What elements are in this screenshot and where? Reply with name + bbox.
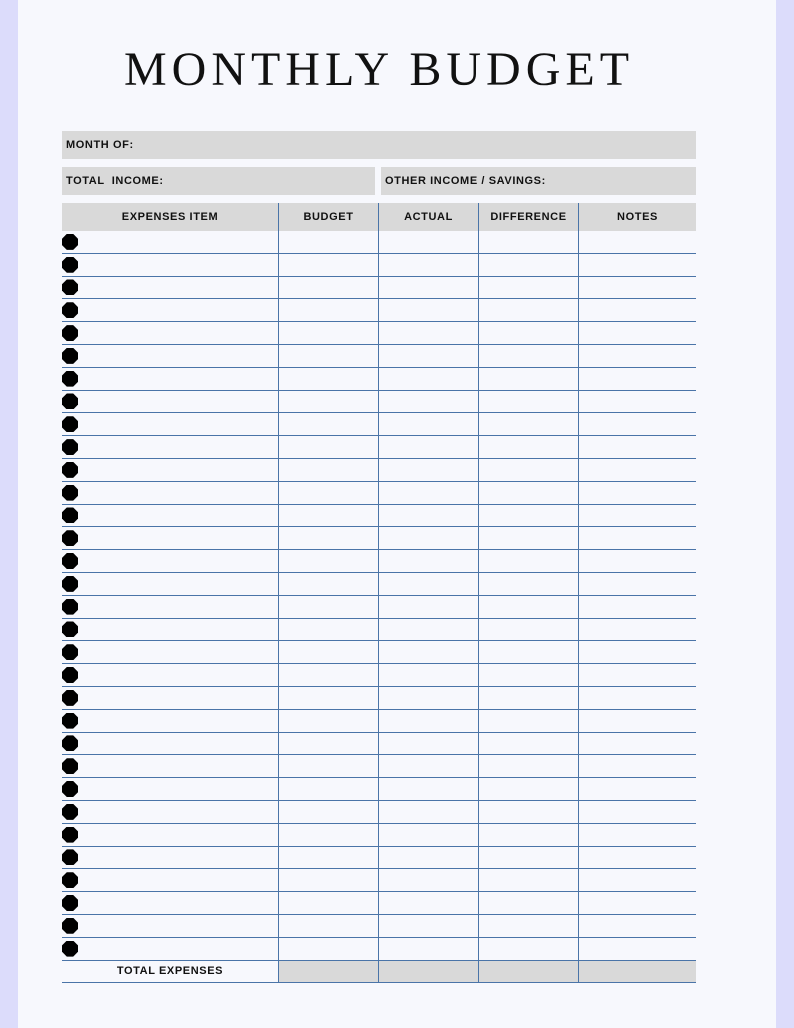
expense-item-cell[interactable] bbox=[62, 847, 278, 869]
actual-cell[interactable] bbox=[378, 573, 478, 595]
difference-cell[interactable] bbox=[478, 345, 578, 367]
table-row bbox=[62, 505, 696, 528]
budget-cell[interactable] bbox=[278, 413, 378, 435]
notes-cell[interactable] bbox=[578, 413, 696, 435]
notes-cell[interactable] bbox=[578, 322, 696, 344]
actual-cell[interactable] bbox=[378, 322, 478, 344]
budget-cell[interactable] bbox=[278, 277, 378, 299]
bullet-icon bbox=[62, 439, 78, 455]
table-row bbox=[62, 641, 696, 664]
difference-cell[interactable] bbox=[478, 824, 578, 846]
bullet-icon bbox=[62, 576, 78, 592]
budget-cell[interactable] bbox=[278, 664, 378, 686]
notes-cell[interactable] bbox=[578, 619, 696, 641]
budget-cell[interactable] bbox=[278, 847, 378, 869]
bullet-icon bbox=[62, 325, 78, 341]
expense-item-cell[interactable] bbox=[62, 892, 278, 914]
notes-cell[interactable] bbox=[578, 527, 696, 549]
table-row bbox=[62, 573, 696, 596]
bullet-icon bbox=[62, 621, 78, 637]
budget-cell[interactable] bbox=[278, 550, 378, 572]
notes-cell[interactable] bbox=[578, 915, 696, 937]
budget-cell[interactable] bbox=[278, 915, 378, 937]
budget-cell[interactable] bbox=[278, 345, 378, 367]
difference-cell[interactable] bbox=[478, 733, 578, 755]
budget-cell[interactable] bbox=[278, 573, 378, 595]
notes-cell[interactable] bbox=[578, 755, 696, 777]
budget-cell[interactable] bbox=[278, 801, 378, 823]
budget-cell[interactable] bbox=[278, 824, 378, 846]
difference-cell[interactable] bbox=[478, 550, 578, 572]
difference-cell[interactable] bbox=[478, 869, 578, 891]
notes-cell[interactable] bbox=[578, 801, 696, 823]
table-row bbox=[62, 277, 696, 300]
table-row bbox=[62, 915, 696, 938]
actual-cell[interactable] bbox=[378, 619, 478, 641]
expense-item-cell[interactable] bbox=[62, 231, 278, 253]
expenses-table bbox=[62, 203, 696, 983]
bullet-icon bbox=[62, 895, 78, 911]
bullet-icon bbox=[62, 758, 78, 774]
bullet-icon bbox=[62, 371, 78, 387]
expense-item-cell[interactable] bbox=[62, 596, 278, 618]
table-row bbox=[62, 801, 696, 824]
expense-item-cell[interactable] bbox=[62, 869, 278, 891]
expense-item-cell[interactable] bbox=[62, 505, 278, 527]
budget-cell[interactable] bbox=[278, 892, 378, 914]
other-income-label: OTHER INCOME / SAVINGS: bbox=[385, 175, 546, 187]
budget-cell[interactable] bbox=[278, 710, 378, 732]
table-row bbox=[62, 938, 696, 961]
difference-cell[interactable] bbox=[478, 664, 578, 686]
bullet-icon bbox=[62, 507, 78, 523]
expense-item-cell[interactable] bbox=[62, 801, 278, 823]
table-row bbox=[62, 755, 696, 778]
notes-cell[interactable] bbox=[578, 277, 696, 299]
notes-cell[interactable] bbox=[578, 687, 696, 709]
actual-cell[interactable] bbox=[378, 938, 478, 960]
actual-cell[interactable] bbox=[378, 391, 478, 413]
budget-cell[interactable] bbox=[278, 254, 378, 276]
total-income-label: TOTAL INCOME: bbox=[66, 175, 164, 187]
table-row bbox=[62, 436, 696, 459]
expense-item-cell[interactable] bbox=[62, 687, 278, 709]
notes-cell[interactable] bbox=[578, 938, 696, 960]
expense-item-cell[interactable] bbox=[62, 778, 278, 800]
difference-cell[interactable] bbox=[478, 482, 578, 504]
bullet-icon bbox=[62, 713, 78, 729]
actual-cell[interactable] bbox=[378, 345, 478, 367]
budget-cell[interactable] bbox=[278, 641, 378, 663]
expense-item-cell[interactable] bbox=[62, 938, 278, 960]
notes-cell[interactable] bbox=[578, 231, 696, 253]
difference-cell[interactable] bbox=[478, 277, 578, 299]
budget-cell[interactable] bbox=[278, 527, 378, 549]
table-row bbox=[62, 733, 696, 756]
notes-cell[interactable] bbox=[578, 254, 696, 276]
expense-item-cell[interactable] bbox=[62, 368, 278, 390]
budget-cell[interactable] bbox=[278, 505, 378, 527]
notes-cell[interactable] bbox=[578, 368, 696, 390]
table-body bbox=[62, 231, 696, 961]
budget-cell[interactable] bbox=[278, 778, 378, 800]
table-row bbox=[62, 459, 696, 482]
actual-cell[interactable] bbox=[378, 847, 478, 869]
budget-cell[interactable] bbox=[278, 391, 378, 413]
expense-item-cell[interactable] bbox=[62, 459, 278, 481]
bullet-icon bbox=[62, 735, 78, 751]
difference-cell[interactable] bbox=[478, 619, 578, 641]
actual-cell[interactable] bbox=[378, 915, 478, 937]
total-notes-cell[interactable] bbox=[578, 961, 696, 983]
expense-item-cell[interactable] bbox=[62, 527, 278, 549]
difference-cell[interactable] bbox=[478, 436, 578, 458]
table-row bbox=[62, 596, 696, 619]
difference-cell[interactable] bbox=[478, 710, 578, 732]
table-row bbox=[62, 527, 696, 550]
difference-cell[interactable] bbox=[478, 641, 578, 663]
actual-cell[interactable] bbox=[378, 231, 478, 253]
bullet-icon bbox=[62, 302, 78, 318]
actual-cell[interactable] bbox=[378, 664, 478, 686]
budget-cell[interactable] bbox=[278, 482, 378, 504]
notes-cell[interactable] bbox=[578, 505, 696, 527]
header-actual: ACTUAL bbox=[378, 203, 478, 231]
budget-cell[interactable] bbox=[278, 436, 378, 458]
notes-cell[interactable] bbox=[578, 436, 696, 458]
header-expenses-item: EXPENSES ITEM bbox=[121, 211, 219, 223]
notes-cell[interactable] bbox=[578, 573, 696, 595]
actual-cell[interactable] bbox=[378, 710, 478, 732]
table-row bbox=[62, 299, 696, 322]
budget-cell[interactable] bbox=[278, 368, 378, 390]
table-header bbox=[62, 203, 696, 231]
difference-cell[interactable] bbox=[478, 527, 578, 549]
difference-cell[interactable] bbox=[478, 938, 578, 960]
table-row bbox=[62, 664, 696, 687]
budget-cell[interactable] bbox=[278, 869, 378, 891]
actual-cell[interactable] bbox=[378, 413, 478, 435]
header-budget: BUDGET bbox=[278, 203, 378, 231]
other-income-field[interactable] bbox=[381, 167, 696, 195]
budget-cell[interactable] bbox=[278, 687, 378, 709]
difference-cell[interactable] bbox=[478, 801, 578, 823]
bullet-icon bbox=[62, 279, 78, 295]
difference-cell[interactable] bbox=[478, 915, 578, 937]
actual-cell[interactable] bbox=[378, 755, 478, 777]
notes-cell[interactable] bbox=[578, 892, 696, 914]
difference-cell[interactable] bbox=[478, 413, 578, 435]
difference-cell[interactable] bbox=[478, 299, 578, 321]
bullet-icon bbox=[62, 553, 78, 569]
actual-cell[interactable] bbox=[378, 687, 478, 709]
page-title: MONTHLY BUDGET bbox=[123, 43, 635, 96]
notes-cell[interactable] bbox=[578, 778, 696, 800]
difference-cell[interactable] bbox=[478, 687, 578, 709]
table-row bbox=[62, 345, 696, 368]
table-row bbox=[62, 391, 696, 414]
actual-cell[interactable] bbox=[378, 436, 478, 458]
notes-cell[interactable] bbox=[578, 596, 696, 618]
expense-item-cell[interactable] bbox=[62, 550, 278, 572]
bullet-icon bbox=[62, 234, 78, 250]
bullet-icon bbox=[62, 599, 78, 615]
actual-cell[interactable] bbox=[378, 482, 478, 504]
actual-cell[interactable] bbox=[378, 527, 478, 549]
table-row bbox=[62, 413, 696, 436]
expense-item-cell[interactable] bbox=[62, 413, 278, 435]
difference-cell[interactable] bbox=[478, 368, 578, 390]
bullet-icon bbox=[62, 530, 78, 546]
budget-cell[interactable] bbox=[278, 755, 378, 777]
actual-cell[interactable] bbox=[378, 824, 478, 846]
actual-cell[interactable] bbox=[378, 550, 478, 572]
month-of-field[interactable] bbox=[62, 131, 696, 159]
table-row bbox=[62, 710, 696, 733]
bullet-icon bbox=[62, 667, 78, 683]
table-row bbox=[62, 368, 696, 391]
notes-cell[interactable] bbox=[578, 664, 696, 686]
expense-item-cell[interactable] bbox=[62, 710, 278, 732]
total-difference-cell[interactable] bbox=[478, 961, 578, 983]
notes-cell[interactable] bbox=[578, 641, 696, 663]
difference-cell[interactable] bbox=[478, 847, 578, 869]
table-row bbox=[62, 550, 696, 573]
actual-cell[interactable] bbox=[378, 459, 478, 481]
difference-cell[interactable] bbox=[478, 573, 578, 595]
header-notes: NOTES bbox=[578, 203, 696, 231]
budget-cell[interactable] bbox=[278, 322, 378, 344]
budget-cell[interactable] bbox=[278, 459, 378, 481]
actual-cell[interactable] bbox=[378, 596, 478, 618]
expense-item-cell[interactable] bbox=[62, 664, 278, 686]
expense-item-cell[interactable] bbox=[62, 641, 278, 663]
expense-item-cell[interactable] bbox=[62, 915, 278, 937]
bullet-icon bbox=[62, 393, 78, 409]
expense-item-cell[interactable] bbox=[62, 733, 278, 755]
table-row bbox=[62, 231, 696, 254]
bullet-icon bbox=[62, 462, 78, 478]
total-row bbox=[62, 961, 696, 984]
actual-cell[interactable] bbox=[378, 892, 478, 914]
expense-item-cell[interactable] bbox=[62, 277, 278, 299]
table-row bbox=[62, 254, 696, 277]
table-row bbox=[62, 687, 696, 710]
table-row bbox=[62, 869, 696, 892]
table-row bbox=[62, 778, 696, 801]
bullet-icon bbox=[62, 416, 78, 432]
bullet-icon bbox=[62, 690, 78, 706]
notes-cell[interactable] bbox=[578, 391, 696, 413]
difference-cell[interactable] bbox=[478, 254, 578, 276]
actual-cell[interactable] bbox=[378, 641, 478, 663]
budget-cell[interactable] bbox=[278, 299, 378, 321]
table-row bbox=[62, 482, 696, 505]
expense-item-cell[interactable] bbox=[62, 619, 278, 641]
difference-cell[interactable] bbox=[478, 231, 578, 253]
bullet-icon bbox=[62, 485, 78, 501]
expense-item-cell[interactable] bbox=[62, 755, 278, 777]
notes-cell[interactable] bbox=[578, 869, 696, 891]
actual-cell[interactable] bbox=[378, 368, 478, 390]
budget-cell[interactable] bbox=[278, 733, 378, 755]
notes-cell[interactable] bbox=[578, 299, 696, 321]
bullet-icon bbox=[62, 941, 78, 957]
total-income-field[interactable] bbox=[62, 167, 375, 195]
difference-cell[interactable] bbox=[478, 892, 578, 914]
notes-cell[interactable] bbox=[578, 550, 696, 572]
difference-cell[interactable] bbox=[478, 322, 578, 344]
difference-cell[interactable] bbox=[478, 755, 578, 777]
notes-cell[interactable] bbox=[578, 345, 696, 367]
actual-cell[interactable] bbox=[378, 869, 478, 891]
budget-cell[interactable] bbox=[278, 619, 378, 641]
bullet-icon bbox=[62, 849, 78, 865]
expense-item-cell[interactable] bbox=[62, 824, 278, 846]
actual-cell[interactable] bbox=[378, 505, 478, 527]
month-of-label: MONTH OF: bbox=[66, 139, 134, 151]
actual-cell[interactable] bbox=[378, 778, 478, 800]
expense-item-cell[interactable] bbox=[62, 391, 278, 413]
actual-cell[interactable] bbox=[378, 277, 478, 299]
bullet-icon bbox=[62, 644, 78, 660]
table-row bbox=[62, 824, 696, 847]
budget-cell[interactable] bbox=[278, 231, 378, 253]
table-row bbox=[62, 847, 696, 870]
expense-item-cell[interactable] bbox=[62, 573, 278, 595]
difference-cell[interactable] bbox=[478, 596, 578, 618]
bullet-icon bbox=[62, 348, 78, 364]
expense-item-cell[interactable] bbox=[62, 436, 278, 458]
notes-cell[interactable] bbox=[578, 710, 696, 732]
bullet-icon bbox=[62, 257, 78, 273]
difference-cell[interactable] bbox=[478, 391, 578, 413]
table-row bbox=[62, 322, 696, 345]
actual-cell[interactable] bbox=[378, 254, 478, 276]
notes-cell[interactable] bbox=[578, 847, 696, 869]
total-budget-cell[interactable] bbox=[278, 961, 378, 983]
header-difference: DIFFERENCE bbox=[478, 203, 578, 231]
bullet-icon bbox=[62, 781, 78, 797]
table-row bbox=[62, 892, 696, 915]
actual-cell[interactable] bbox=[378, 801, 478, 823]
expense-item-cell[interactable] bbox=[62, 345, 278, 367]
bullet-icon bbox=[62, 918, 78, 934]
notes-cell[interactable] bbox=[578, 482, 696, 504]
budget-cell[interactable] bbox=[278, 938, 378, 960]
notes-cell[interactable] bbox=[578, 733, 696, 755]
difference-cell[interactable] bbox=[478, 505, 578, 527]
expense-item-cell[interactable] bbox=[62, 299, 278, 321]
total-actual-cell[interactable] bbox=[378, 961, 478, 983]
table-row bbox=[62, 619, 696, 642]
notes-cell[interactable] bbox=[578, 459, 696, 481]
expense-item-cell[interactable] bbox=[62, 254, 278, 276]
budget-cell[interactable] bbox=[278, 596, 378, 618]
bullet-icon bbox=[62, 872, 78, 888]
difference-cell[interactable] bbox=[478, 459, 578, 481]
actual-cell[interactable] bbox=[378, 299, 478, 321]
expense-item-cell[interactable] bbox=[62, 482, 278, 504]
notes-cell[interactable] bbox=[578, 824, 696, 846]
bullet-icon bbox=[62, 804, 78, 820]
expense-item-cell[interactable] bbox=[62, 322, 278, 344]
difference-cell[interactable] bbox=[478, 778, 578, 800]
bullet-icon bbox=[62, 827, 78, 843]
total-expenses-label: TOTAL EXPENSES bbox=[116, 965, 224, 978]
actual-cell[interactable] bbox=[378, 733, 478, 755]
